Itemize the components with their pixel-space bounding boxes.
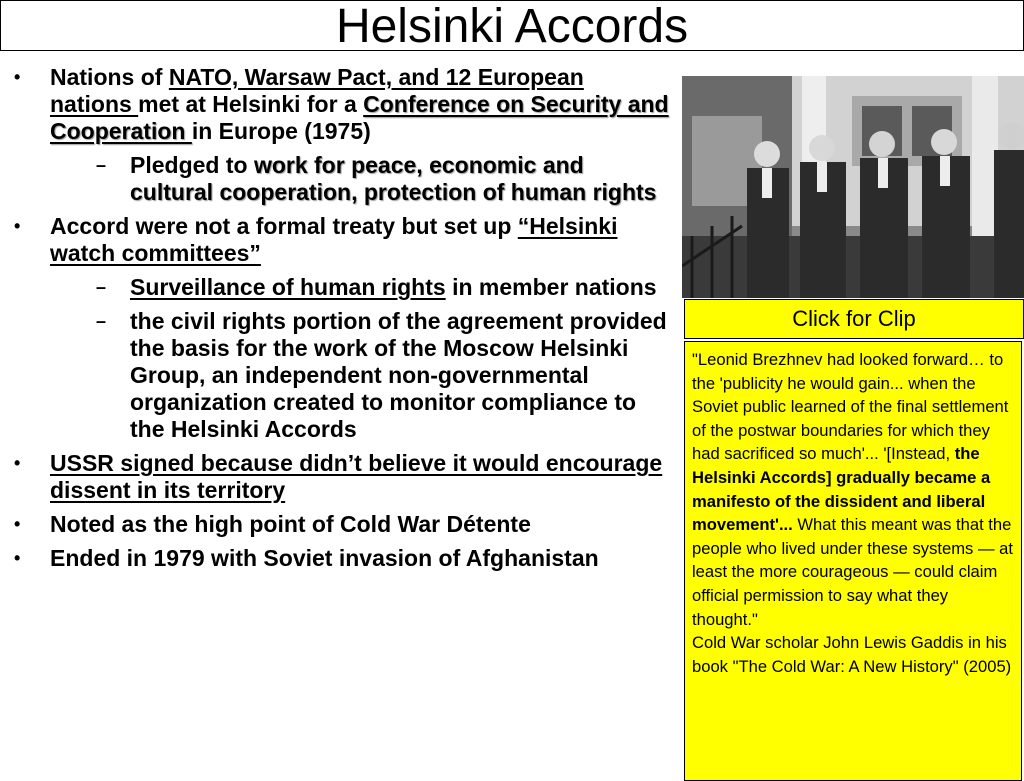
quote-bold-text: the Helsinki Accords] gradually became a manifesto of the dissident and liberal movement'... xyxy=(692,444,991,535)
sub-bullet-item xyxy=(50,152,670,206)
leaders-photo xyxy=(682,76,1024,298)
quote-box xyxy=(684,341,1022,781)
bullet-text: met at Helsinki for a xyxy=(138,91,364,117)
sub-bullet-text: in member nations xyxy=(445,274,657,300)
bullet-item xyxy=(14,450,670,504)
bullet-list xyxy=(14,64,670,579)
sub-bullet-marker: – xyxy=(96,277,107,297)
clip-label[interactable]: Click for Clip xyxy=(792,306,916,331)
bullet-text: in Europe (1975) xyxy=(191,118,371,144)
sub-bullet-emphasis: work for peace, economic and cultural cooperation, protection of human rights xyxy=(130,152,657,205)
bullet-text: Noted as the high point of Cold War Détente xyxy=(50,511,531,537)
bullet-item xyxy=(14,64,670,206)
bullet-marker: • xyxy=(14,216,21,236)
bullet-marker: • xyxy=(14,67,21,87)
sub-bullet-underlined: Surveillance of human rights xyxy=(130,274,446,300)
bullet-text: Nations of xyxy=(50,64,169,90)
bullet-text: Ended in 1979 with Soviet invasion of Afghanistan xyxy=(50,545,599,571)
bullet-text: Accord were not a formal treaty but set up xyxy=(50,213,518,239)
sub-bullet-text: Pledged to xyxy=(130,152,254,178)
bullet-underlined: NATO, Warsaw Pact, and 12 European nations xyxy=(50,64,584,117)
sub-bullet-marker: – xyxy=(96,311,107,331)
page-title: Helsinki Accords xyxy=(335,0,689,53)
bullet-underlined: “Helsinki watch committees” xyxy=(50,213,618,266)
sub-bullet-item xyxy=(50,308,670,443)
quote-text: "Leonid Brezhnev had looked forward… to the 'publicity he would gain... when the Soviet public learned of the final settlement of the postwar boundaries for which they had sacrificed so much'... '[Instead, xyxy=(692,350,1009,464)
bullet-item xyxy=(14,511,670,538)
bullet-item xyxy=(14,545,670,572)
quote-attribution: Cold War scholar John Lewis Gaddis in his book "The Cold War: A New History" (2005) xyxy=(692,633,1012,676)
bullet-marker: • xyxy=(14,514,21,534)
sub-bullet-text: the civil rights portion of the agreement provided the basis for the work of the Moscow Helsinki Group, an independent non-governmental organization created to monitor compliance to the Helsinki Accords xyxy=(130,308,667,442)
bullet-underlined: Conference on Security and Cooperation xyxy=(50,91,669,144)
quote-text: What this meant was that the people who lived under these systems — at least the more courageous — could claim official permission to say what they thought." xyxy=(692,515,1013,629)
bullet-marker: • xyxy=(14,453,21,473)
sub-bullet-marker: – xyxy=(96,155,107,175)
bullet-marker: • xyxy=(14,548,21,568)
click-for-clip-button[interactable] xyxy=(684,299,1024,339)
bullet-underlined: USSR signed because didn’t believe it would encourage dissent in its territory xyxy=(50,450,663,503)
title-box xyxy=(0,0,1024,51)
sub-bullet-item xyxy=(50,274,670,301)
bullet-item xyxy=(14,213,670,443)
